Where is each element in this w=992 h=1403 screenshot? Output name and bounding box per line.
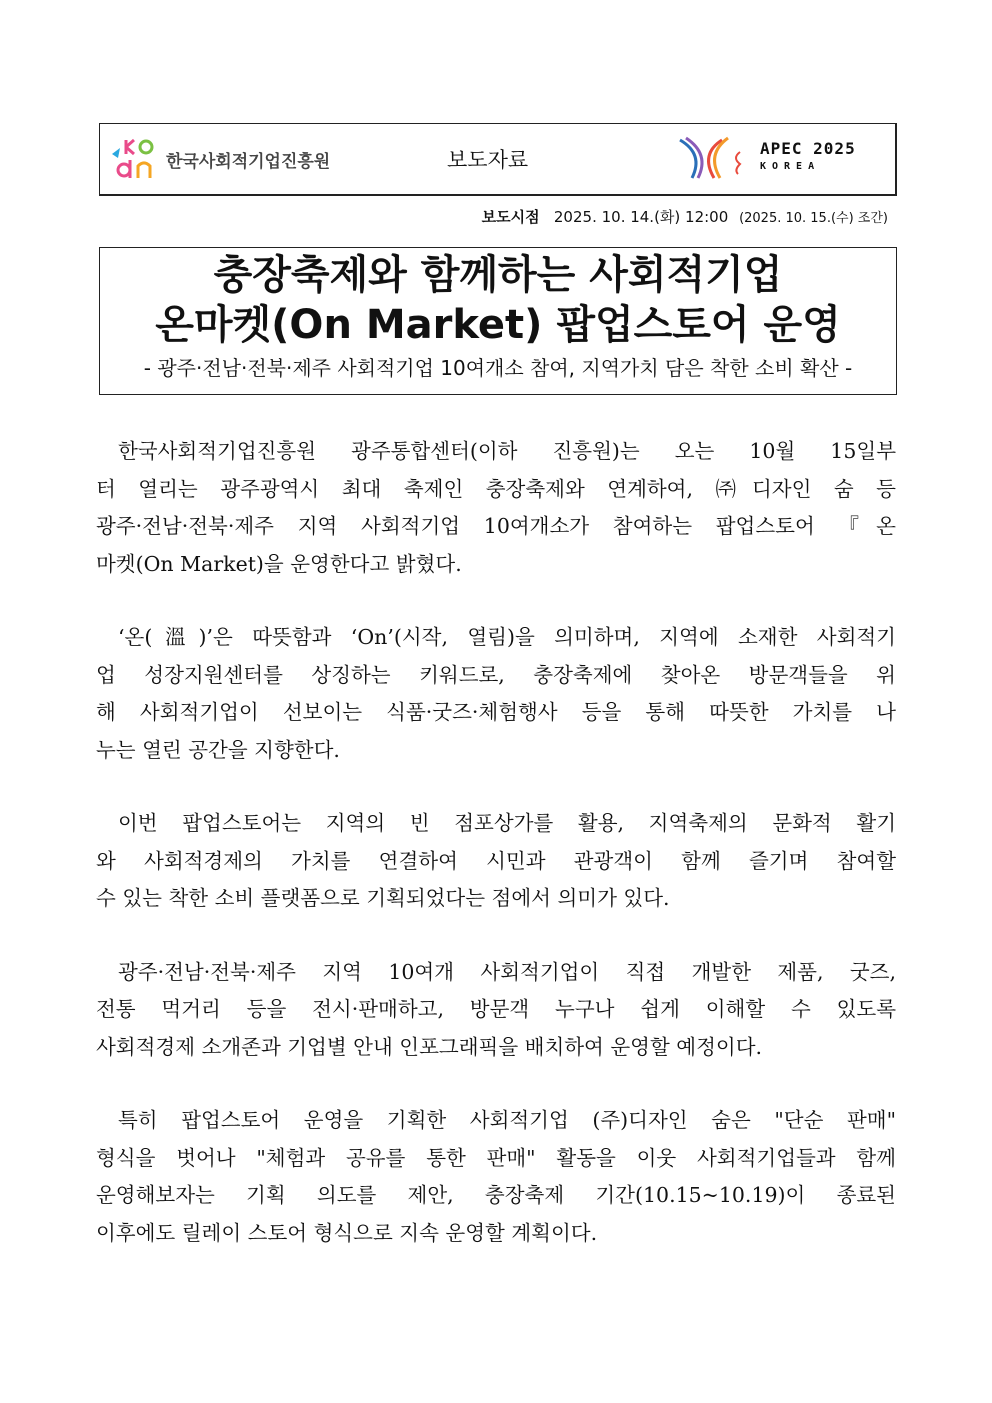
- paragraph-line: 업 성장지원센터를 상징하는 키워드로, 충장축제에 찾아온 방문객들을 위: [96, 662, 896, 687]
- doc-type: 보도자료: [447, 148, 529, 172]
- title-line-1: 충장축제와 함께하는 사회적기업: [213, 252, 783, 298]
- paragraph-line: 특히 팝업스토어 운영을 기획한 사회적기업 (주)디자인 숨은 "단순 판매": [118, 1108, 896, 1132]
- embargo-line: [482, 206, 888, 227]
- paragraph: [96, 805, 896, 918]
- apec-logo: [678, 136, 856, 180]
- paragraph: [96, 954, 896, 1067]
- embargo-morning: (2025. 10. 15.(수) 조간): [739, 211, 888, 226]
- embargo-label: 보도시점: [481, 208, 540, 226]
- subtitle: - 광주·전남·전북·제주 사회적기업 10여개소 참여, 지역가치 담은 착한 소비 확산 -: [143, 356, 853, 380]
- paragraph-line: 운영해보자는 기획 의도를 제안, 충장축제 기간(10.15~10.19)이 종료된: [96, 1183, 896, 1207]
- paragraph-line: 수 있는 착한 소비 플랫폼으로 기획되었다는 점에서 의미가 있다.: [96, 886, 670, 910]
- apec-title: APEC 2025: [760, 139, 856, 158]
- apec-emblem-icon: [678, 136, 750, 180]
- paragraph-line: 이번 팝업스토어는 지역의 빈 점포상가를 활용, 지역축제의 문화적 활기: [118, 811, 896, 835]
- paragraph-line: 사회적경제 소개존과 기업별 안내 인포그래픽을 배치하여 운영할 예정이다.: [96, 1034, 763, 1059]
- org-logo: [110, 136, 330, 182]
- title-line-2: 온마켓(On Market) 팝업스토어 운영: [155, 302, 841, 348]
- paragraph-line: 광주·전남·전북·제주 지역 사회적기업 10여개소가 참여하는 팝업스토어 『온: [96, 514, 896, 538]
- paragraph-line: 마켓(On Market)을 운영한다고 밝혔다.: [96, 551, 462, 576]
- embargo-datetime: 2025. 10. 14.(화) 12:00: [553, 208, 729, 226]
- paragraph-line: 전통 먹거리 등을 전시·판매하고, 방문객 누구나 쉽게 이해할 수 있도록: [96, 997, 896, 1021]
- paragraph-line: 해 사회적기업이 선보이는 식품·굿즈·체험행사 등을 통해 따뜻한 가치를 나: [96, 700, 896, 724]
- paragraph-line: 광주·전남·전북·제주 지역 10여개 사회적기업이 직접 개발한 제품, 굿즈,: [118, 959, 896, 984]
- paragraph-line: ‘온(溫)’은 따뜻함과 ‘On’(시작, 열림)을 의미하며, 지역에 소재한 사회적기: [118, 625, 896, 649]
- paragraph-line: 누는 열린 공간을 지향한다.: [96, 737, 340, 762]
- paragraph: [96, 1102, 896, 1252]
- paragraph-line: 터 열리는 광주광역시 최대 축제인 충장축제와 연계하여, ㈜디자인 숨 등: [96, 476, 896, 501]
- paragraph-line: 형식을 벗어나 "체험과 공유를 통한 판매" 활동을 이웃 사회적기업들과 함께: [96, 1145, 896, 1170]
- paragraph-line: 와 사회적경제의 가치를 연결하여 시민과 관광객이 함께 즐기며 참여할: [96, 848, 896, 873]
- article-body: [96, 433, 896, 1288]
- title-box: [99, 247, 897, 395]
- paragraph-line: 이후에도 릴레이 스토어 형식으로 지속 운영할 계획이다.: [96, 1220, 598, 1245]
- paragraph: [96, 619, 896, 769]
- paragraph: [96, 433, 896, 583]
- apec-subtitle: KOREA: [760, 161, 821, 172]
- header-box: [99, 123, 897, 196]
- org-name: 한국사회적기업진흥원: [166, 151, 331, 172]
- org-logo-icon: [110, 136, 158, 182]
- paragraph-line: 한국사회적기업진흥원 광주통합센터(이하 진흥원)는 오는 10월 15일부: [118, 439, 896, 463]
